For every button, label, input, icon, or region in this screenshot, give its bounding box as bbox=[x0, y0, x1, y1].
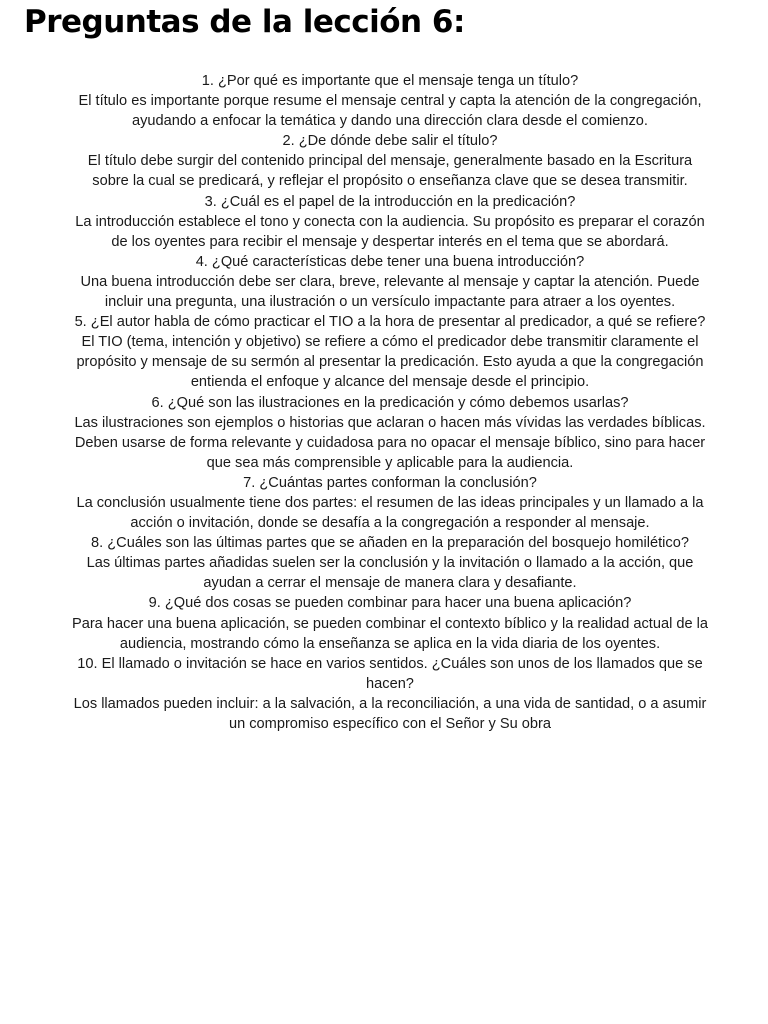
question-2: 2. ¿De dónde debe salir el título? bbox=[282, 133, 498, 150]
qa-item-4 bbox=[70, 252, 710, 312]
question-1: 1. ¿Por qué es importante que el mensaje tenga un título? bbox=[201, 73, 579, 89]
qa-item-2 bbox=[70, 131, 710, 191]
qa-item-5 bbox=[70, 312, 710, 392]
answer-3: La introducción establece el tono y conecta con la audiencia. Su propósito es preparar el corazón de los oyentes para recibir el mensaje y despertar interés en el tema que se abordará. bbox=[75, 213, 705, 250]
question-6: 6. ¿Qué son las ilustraciones en la predicación y cómo debemos usarlas? bbox=[151, 394, 629, 411]
answer-5: El TIO (tema, intención y objetivo) se refiere a cómo el predicador debe transmitir claramente el propósito y mensaje de su sermón al presentar la predicación. Esto ayuda a que la congregación entienda el enfoque y alcance del mensaje desde el principio. bbox=[76, 334, 704, 391]
answer-2: El título debe surgir del contenido principal del mensaje, generalmente basado en la Escritura sobre la cual se predicará, y reflejar el propósito o enseñanza clave que se desea transmitir. bbox=[87, 153, 693, 190]
answer-8: Las últimas partes añadidas suelen ser la conclusión y la invitación o llamado a la acción, que ayudan a cerrar el mensaje de manera clara y desafiante. bbox=[86, 555, 694, 592]
question-10: 10. El llamado o invitación se hace en varios sentidos. ¿Cuáles son unos de los llamados que se hacen? bbox=[77, 655, 703, 692]
qa-item-9 bbox=[70, 593, 710, 653]
answer-9: Para hacer una buena aplicación, se pueden combinar el contexto bíblico y la realidad actual de la audiencia, mostrando cómo la enseñanza se aplica en la vida diaria de los oyentes. bbox=[71, 615, 709, 652]
question-3: 3. ¿Cuál es el papel de la introducción en la predicación? bbox=[204, 193, 576, 210]
qa-list bbox=[70, 71, 710, 734]
answer-6: Las ilustraciones son ejemplos o historias que aclaran o hacen más vívidas las verdades bíblicas. Deben usarse de forma relevante y cuidadosa para no opacar el mensaje bíblico, sino para hacer que sea más comprensible y aplicable para la audiencia. bbox=[74, 414, 706, 471]
qa-item-8 bbox=[70, 533, 710, 593]
answer-7: La conclusión usualmente tiene dos partes: el resumen de las ideas principales y un llamado a la acción o invitación, donde se desafía a la congregación a responder al mensaje. bbox=[76, 494, 704, 532]
question-4: 4. ¿Qué características debe tener una buena introducción? bbox=[195, 253, 585, 270]
qa-item-7 bbox=[70, 473, 710, 533]
question-8: 8. ¿Cuáles son las últimas partes que se añaden en la preparación del bosquejo homilético? bbox=[91, 535, 689, 552]
question-9: 9. ¿Qué dos cosas se pueden combinar para hacer una buena aplicación? bbox=[148, 595, 632, 612]
answer-4: Una buena introducción debe ser clara, breve, relevante al mensaje y captar la atención. Puede incluir una pregunta, una ilustración o un versículo impactante para atraer a los oyentes. bbox=[80, 273, 700, 311]
question-7: 7. ¿Cuántas partes conforman la conclusión? bbox=[243, 474, 537, 491]
question-5: 5. ¿El autor habla de cómo practicar el TIO a la hora de presentar al predicador, a qué se refiere? bbox=[74, 314, 706, 331]
qa-item-10 bbox=[70, 654, 710, 734]
page-title: Preguntas de la lección 6: bbox=[24, 4, 465, 40]
qa-item-1 bbox=[70, 71, 710, 131]
answer-10: Los llamados pueden incluir: a la salvación, a la reconciliación, a una vida de santidad, o a asumir un compromiso específico con el Señor y Su obra bbox=[73, 695, 707, 732]
answer-1: El título es importante porque resume el mensaje central y capta la atención de la congregación, ayudando a enfocar la temática y dando una dirección clara desde el comienzo. bbox=[78, 93, 702, 130]
qa-item-3 bbox=[70, 192, 710, 252]
qa-item-6 bbox=[70, 393, 710, 473]
